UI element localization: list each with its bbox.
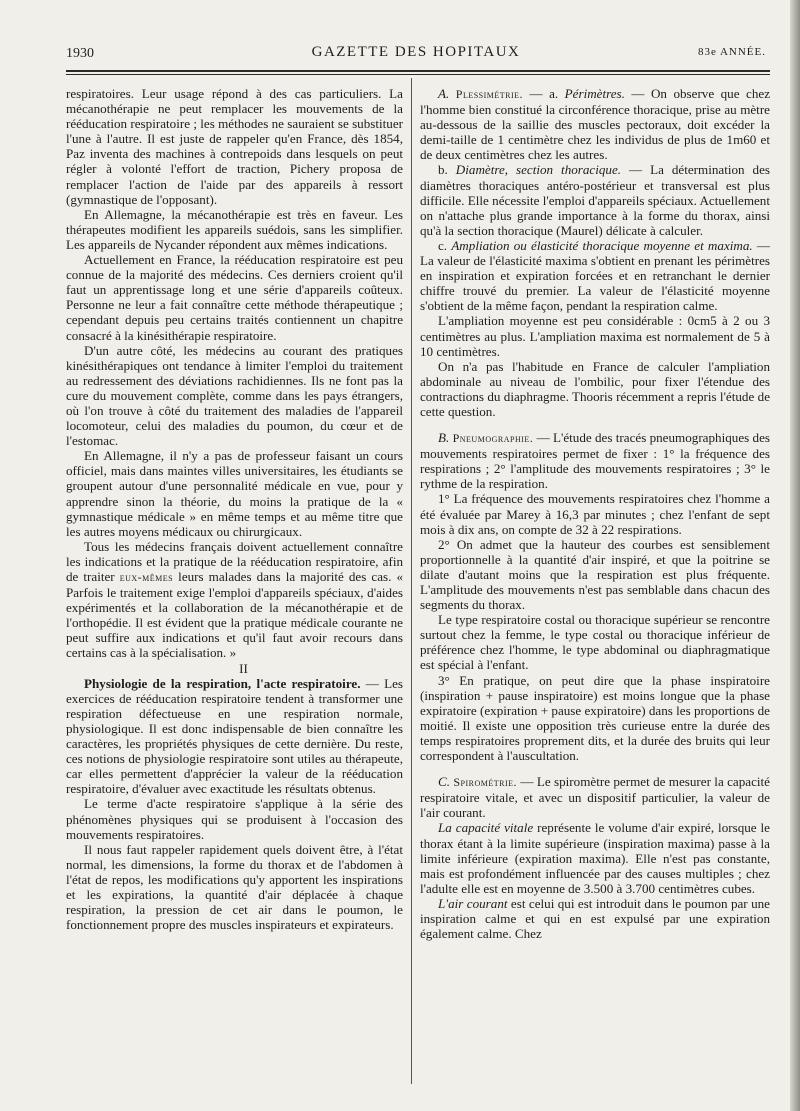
paragraph: On n'a pas l'habitude en France de calculer l'ampliation abdominale au niveau de l'ombilic, pour fixer l'étendue des contractions du diaphragme. Thooris récemment a repris l'étude de cette question. bbox=[420, 358, 770, 419]
page-number: 1930 bbox=[66, 46, 94, 61]
paragraph: Il nous faut rappeler rapidement quels doivent être, à l'état normal, les dimensions, la forme du thorax et de l'abdomen à l'état de repos, les modifications qu'y apportent les inspirations et les expirations, la quantité d'air déplacée à chaque respiration, la pression de cet air dans le poumon, le fonctionnement propre des muscles inspirateurs et expirateurs. bbox=[66, 841, 403, 933]
paragraph bbox=[420, 896, 770, 941]
paragraph: D'un autre côté, les médecins au courant des pratiques kinésithérapiques ont tendance à limiter l'emploi du traitement au redressement des déviations rachidiennes. Ils ne font pas la cure du mouvement complète, comme dans les pays étrangers, où l'on trouve à côté du traitement des maladies de l'appareil locomoteur, celui des maladies du poumon, du cœur et de l'estomac. bbox=[66, 342, 403, 449]
text-run: b. bbox=[438, 162, 456, 178]
right-column bbox=[420, 86, 770, 941]
small-caps-text: eux-mêmes bbox=[119, 570, 174, 584]
small-caps-heading: Plessimétrie. bbox=[455, 87, 524, 101]
left-column bbox=[66, 86, 403, 932]
text-run: — a. bbox=[523, 86, 565, 101]
paragraph bbox=[420, 162, 770, 237]
small-caps-heading: Pneumographie. bbox=[452, 431, 534, 446]
section-label: A. bbox=[438, 86, 450, 101]
page-edge-shadow bbox=[790, 0, 800, 1111]
paragraph: En Allemagne, la mécanothérapie est très en faveur. Les thérapeutes modifient les appareils suédois, sans les simplifier. Les appareils de Nycander répondent aux mêmes indications. bbox=[66, 206, 403, 252]
paragraph: 3° En pratique, on peut dire que la phase inspiratoire (inspiration + pause inspiratoire) est moins longue que la phase expiratoire (expiration + pause expiratoire) dans les proportions de moitié. Il existe une opposition très curieuse entre la durée des temps respiratoires proprement dits, et la durée des bruits qui leur correspondent à l'auscultation. bbox=[420, 672, 770, 764]
text-run: — Le spiromètre permet de mesurer la capacité respiratoire vitale, et avec un dispositif particulier, la valeur de l'air courant. bbox=[420, 774, 770, 821]
text-run: — L'étude des tracés pneumographiques des mouvements respiratoires permet de fixer : 1° la fréquence des respirations ; 2° l'amplitude des mouvements respiratoires ; 3° le rythme de la respiration. bbox=[420, 430, 770, 492]
paragraph: En Allemagne, il n'y a pas de professeur faisant un cours officiel, mais dans maintes villes universitaires, les étudiants se groupent autour d'une personnalité médicale en vue, pour y apprendre sinon la théorie, du moins la pratique de la « gymnastique médicale » en même temps et au même titre que les autres moyens médicaux ou chirurgicaux. bbox=[66, 448, 403, 539]
paragraph bbox=[420, 774, 770, 820]
paragraph: L'ampliation moyenne est peu considérable : 0cm5 à 2 ou 3 centimètres au plus. L'ampliation maxima est normalement de 5 à 10 centimètres. bbox=[420, 313, 770, 359]
italic-subheading: Ampliation ou élasticité thoracique moyenne et maxima. bbox=[451, 237, 753, 253]
paragraph bbox=[420, 820, 770, 895]
page-header bbox=[66, 44, 766, 64]
small-caps-heading: Spirométrie. bbox=[453, 775, 518, 790]
text-run: Tous les médecins français doivent actuellement connaître les indications et la pratique de la rééducation respiratoire, afin de traiter bbox=[66, 538, 403, 584]
paragraph: 1° La fréquence des mouvements respiratoires chez l'homme a été évaluée par Marey à 16,3 par minutes ; chez l'enfant de sept mois à dix ans, on compte de 32 à 22 respirations. bbox=[420, 491, 770, 537]
volume-year: 83e ANNÉE. bbox=[697, 46, 766, 58]
text-run: c. bbox=[438, 237, 452, 253]
paragraph: 2° On admet que la hauteur des courbes est sensiblement proportionnelle à la quantité d'air inspiré, et que la poitrine se dilate d'autant moins que la respiration est plus fréquente. L'amplitude des mouvements n'est pas semblable dans chacun des segments du thorax. bbox=[420, 536, 770, 613]
journal-title: GAZETTE DES HOPITAUX bbox=[311, 44, 521, 60]
text-run: — Les exercices de rééducation respiratoire tendent à transformer une respiration défectueuse en une respiration normale, physiologique. Il est donc indispensable de bien connaître les caractères, les propriétés physiques de cette dernière. Du reste, ces notions de physiologie respiratoire sont utiles au thérapeute, car elles permettent d'apprécier la valeur de la rééducation respiratoire, d'évaluer avec exactitude les résultats obtenus. bbox=[66, 675, 403, 797]
section-label: B. bbox=[438, 430, 450, 446]
section-numeral: II bbox=[239, 660, 248, 676]
text-run: représente le volume d'air expiré, lorsque le thorax étant à la limite supérieure (inspiration maxima) passe à la limite inférieure (expiration maxima). Elle n'est pas constante, mais est profondément influencée par des causes multiples ; chez l'adulte elle est en moyenne de 3.500 à 3.700 centimètres cubes. bbox=[420, 820, 770, 896]
paragraph: respiratoires. Leur usage répond à des cas particuliers. La mécanothérapie ne peut remplacer les mouvements de la rééducation respiratoire ; les méthodes ne sauraient se substituer l'une à l'autre. Il est juste de rappeler qu'en France, dès 1854, Paz inventa des machines à contrepoids dans lesquels on peut régler à volonté l'effort de traction, Pichery proposa de remplacer l'action de l'aide par des appareils à ressort (gymnastique de l'opposant). bbox=[66, 86, 403, 207]
text-run: est celui qui est introduit dans le poumon par une inspiration calme et qui en est expulsé par une expiration également calme. Chez bbox=[420, 895, 770, 942]
text-run: — La valeur de l'élasticité maxima s'obtient en prenant les périmètres en inspiration et expiration forcées et en retranchant le dernier chiffre trouvé du premier. La valeur de l'élasticité moyenne s'obtient de la même façon, pendant la respiration calme. bbox=[420, 237, 770, 314]
paragraph bbox=[420, 430, 770, 491]
paragraph bbox=[420, 238, 770, 313]
italic-subheading: Périmètres. bbox=[564, 86, 625, 101]
italic-term: L'air courant bbox=[438, 895, 508, 911]
header-rule-thin bbox=[66, 74, 770, 75]
text-run: leurs malades dans la majorité des cas. « Parfois le traitement exige l'emploi d'appareils spéciaux, d'aides expérimentés et la collaboration de la mécanothérapie et de l'orthopédie. Il est évident que la pratique médicale courante ne peut suffire aux indications et qu'il faut avoir recours dans certains cas à la spécialisation. » bbox=[66, 569, 403, 661]
italic-term: La capacité vitale bbox=[438, 820, 534, 836]
paragraph bbox=[66, 539, 403, 661]
paragraph: Actuellement en France, la rééducation respiratoire est peu connue de la majorité des médecins. Ces derniers croient qu'il faut un apprentissage long et une série d'appareils coûteux. Personne ne leur a fait connaître cette méthode thérapeutique ; cependant depuis peu certains traités contiennent un chapitre consacré à la kinésithérapie respiratoire. bbox=[66, 252, 403, 343]
section-heading: Physiologie de la respiration, l'acte respiratoire. bbox=[84, 675, 361, 691]
header-rule-thick bbox=[66, 70, 770, 72]
italic-subheading: Diamètre, section thoracique. bbox=[455, 162, 622, 178]
paragraph bbox=[66, 676, 403, 797]
text-run: — La détermination des diamètres thoraciques antéro-postérieur et transversal est plus difficile. Elle nécessite l'emploi d'appareils spéciaux. Actuellement on n'attache plus grande importance à la forme du thorax, ainsi qu'à la section thoracique (Maurel) délicate à calculer. bbox=[420, 162, 771, 238]
text-run: — On observe que chez l'homme bien constitué la circonférence thoracique, prise au mètre au-dessous de la saillie des muscles pectoraux, doit excéder la demi-taille de 1 centimètre chez les individus de plus de 1m60 et de deux centimètres chez les autres. bbox=[420, 86, 770, 163]
section-label: C. bbox=[438, 774, 451, 790]
paragraph: Le terme d'acte respiratoire s'applique à la série des phénomènes physiques qui se produisent à l'occasion des mouvements respiratoires. bbox=[66, 796, 403, 842]
paragraph: Le type respiratoire costal ou thoracique supérieur se rencontre surtout chez la femme, le type costal ou thoracique inférieur de préférence chez l'homme, le type abdominal ou diaphragmatique est spécial à l'enfant. bbox=[420, 612, 770, 673]
column-divider bbox=[411, 78, 412, 1084]
paragraph bbox=[420, 86, 770, 162]
